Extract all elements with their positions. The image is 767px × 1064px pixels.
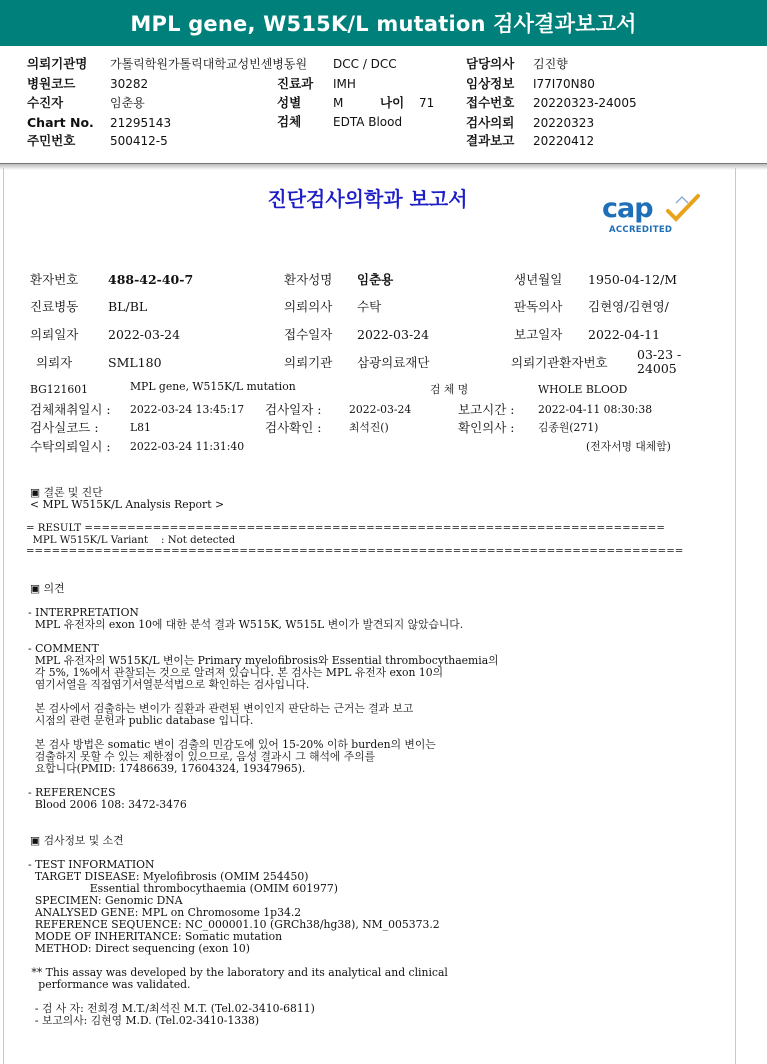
field-label: 의뢰일자 (30, 327, 79, 342)
field-value: 김현영/김현영/ (588, 299, 669, 314)
paragraph-line: 검출하지 못할 수 있는 제한점이 있으므로, 음성 결과시 그 해석에 주의를 (28, 750, 376, 763)
field-label: 접수일자 (284, 327, 333, 342)
field-label: 환자성명 (284, 272, 333, 287)
field-label: 검사일자 : (265, 402, 322, 417)
e-signature-note: (전자서명 대체함) (586, 440, 671, 453)
subsection-heading: - COMMENT (28, 642, 99, 655)
divider-shadow (0, 164, 767, 170)
hdr-label: 검사의뢰 (466, 115, 515, 130)
subsection-heading: - TEST INFORMATION (28, 858, 155, 871)
paragraph-line: Essential thrombocythaemia (OMIM 601977) (28, 882, 338, 895)
hdr-value: 71 (419, 96, 435, 110)
subsection-heading: - REFERENCES (28, 786, 116, 799)
checkmark-icon (662, 193, 702, 223)
hdr-value: 가톨릭학원가톨릭대학교성빈센병동원 (110, 57, 308, 71)
field-value: 03-23 - (637, 347, 682, 362)
section-heading: ▣ 결론 및 진단 (30, 486, 103, 499)
field-label: 생년월일 (514, 272, 563, 287)
field-value: SML180 (108, 355, 162, 370)
section-subheading: < MPL W515K/L Analysis Report > (30, 498, 225, 511)
field-value: BL/BL (108, 299, 148, 314)
field-label: 검체채취일시 : (30, 402, 111, 417)
field-label: 검사확인 : (265, 420, 322, 435)
hdr-value: 500412-5 (110, 134, 168, 148)
cap-logo-text: cap (602, 193, 653, 224)
hdr-label: 의뢰기관명 (27, 56, 88, 71)
hdr-label: 수진자 (27, 95, 64, 110)
field-label: 의뢰기관환자번호 (511, 355, 608, 370)
hdr-value: 21295143 (110, 116, 172, 130)
report-heading: 진단검사의학과 보고서 (267, 187, 468, 211)
paragraph-line: Blood 2006 108: 3472-3476 (28, 798, 187, 811)
paragraph-line: MPL 유전자의 W515K/L 변이는 Primary myelofibrosis와 Essential thrombocythaemia의 (28, 654, 499, 667)
field-label: 의뢰기관 (284, 355, 333, 370)
field-label: 검사실코드 : (30, 420, 99, 435)
paragraph-line: performance was validated. (28, 978, 191, 991)
field-value: 임춘용 (357, 272, 394, 287)
field-label: 확인의사 : (458, 420, 515, 435)
paragraph-line: METHOD: Direct sequencing (exon 10) (28, 942, 250, 955)
hdr-label: Chart No. (27, 115, 94, 130)
field-value: L81 (130, 421, 151, 434)
paragraph-line: ANALYSED GENE: MPL on Chromosome 1p34.2 (28, 906, 302, 919)
hdr-value: I77I70N80 (533, 77, 595, 91)
hdr-value: 30282 (110, 77, 149, 91)
hdr-label: 주민번호 (27, 133, 76, 148)
field-value: 삼광의료재단 (357, 355, 430, 370)
section-heading: ▣ 검사정보 및 소견 (30, 834, 124, 847)
subsection-heading: - INTERPRETATION (28, 606, 139, 619)
hdr-value: EDTA Blood (333, 115, 403, 129)
hdr-label: 검체 (277, 114, 302, 129)
field-value: 1950-04-12/M (588, 272, 678, 287)
paragraph-line: REFERENCE SEQUENCE: NC_000001.10 (GRCh38/hg38), NM_005373.2 (28, 918, 440, 931)
hdr-value: 김진향 (533, 57, 568, 71)
section-heading: ▣ 의견 (30, 582, 65, 595)
field-value: 2022-04-11 08:30:38 (538, 403, 653, 416)
field-value: 수탁 (357, 299, 382, 314)
field-value: 최석진() (349, 421, 389, 434)
test-code: BG121601 (30, 383, 88, 396)
hdr-value: 20220323 (533, 116, 595, 130)
field-value: 2022-03-24 11:31:40 (130, 440, 245, 453)
hdr-label: 성별 (277, 95, 302, 110)
field-value: 2022-04-11 (588, 327, 661, 342)
specimen-value: WHOLE BLOOD (538, 383, 628, 396)
hdr-value: 임춘용 (110, 96, 145, 110)
hdr-value: DCC / DCC (333, 57, 397, 71)
field-value: 488-42-40-7 (108, 272, 194, 287)
test-name: MPL gene, W515K/L mutation (130, 380, 296, 393)
field-label: 보고일자 (514, 327, 563, 342)
result-line: = RESULT ==================================================================== (26, 523, 665, 534)
paragraph-line: 본 검사에서 검출하는 변이가 질환과 관련된 변이인지 판단하는 근거는 결과 보고 (28, 702, 414, 715)
field-label: 판독의사 (514, 299, 563, 314)
paragraph-line: 요합니다(PMID: 17486639, 17604324, 19347965). (28, 762, 306, 775)
hdr-label: 진료과 (277, 76, 314, 91)
specimen-label: 검 체 명 (430, 383, 469, 396)
paragraph-line: MODE OF INHERITANCE: Somatic mutation (28, 930, 283, 943)
result-row: MPL W515K/L Variant : Not detected (26, 535, 236, 546)
hdr-value: 20220323-24005 (533, 96, 637, 110)
page-border-right (735, 168, 736, 1064)
signature-line: - 검 사 자: 전희경 M.T./최석진 M.T. (Tel.02-3410-6811) (28, 1002, 315, 1015)
field-label: 의뢰의사 (284, 299, 333, 314)
hdr-label: 접수번호 (466, 95, 515, 110)
paragraph-line: SPECIMEN: Genomic DNA (28, 894, 183, 907)
field-label: 수탁의뢰일시 : (30, 439, 111, 454)
paragraph-line: MPL 유전자의 exon 10에 대한 분석 결과 W515K, W515L 변이가 발견되지 않았습니다. (28, 618, 464, 631)
page-border-left (3, 168, 4, 1064)
signature-line: - 보고의사: 김현영 M.D. (Tel.02-3410-1338) (28, 1014, 260, 1027)
field-label: 의뢰자 (36, 355, 73, 370)
hdr-label: 결과보고 (466, 133, 515, 148)
field-label: 보고시간 : (458, 402, 515, 417)
cap-logo-subtitle: ACCREDITED (609, 225, 673, 235)
report-title: MPL gene, W515K/L mutation 검사결과보고서 (130, 12, 637, 36)
hdr-value: IMH (333, 77, 356, 91)
field-value: 24005 (637, 361, 677, 376)
result-line: ============================================================================= (26, 546, 684, 557)
field-value: 2022-03-24 13:45:17 (130, 403, 245, 416)
paragraph-line: ** This assay was developed by the laboratory and its analytical and clinical (28, 966, 448, 979)
paragraph-line: 시점의 관련 문헌과 public database 입니다. (28, 714, 254, 727)
paragraph-line: 본 검사 방법은 somatic 변이 검출의 민감도에 있어 15-20% 이하 burden의 변이는 (28, 738, 436, 751)
field-label: 진료병동 (30, 299, 79, 314)
field-value: 2022-03-24 (108, 327, 181, 342)
field-label: 환자번호 (30, 272, 79, 287)
field-value: 2022-03-24 (357, 327, 430, 342)
paragraph-line: TARGET DISEASE: Myelofibrosis (OMIM 254450) (28, 870, 309, 883)
hdr-value: 20220412 (533, 134, 595, 148)
report-title-bar (0, 0, 767, 46)
hdr-value: M (333, 96, 344, 110)
hdr-label: 담당의사 (466, 56, 515, 71)
paragraph-line: 염기서열을 직접염기서열분석법으로 확인하는 검사입니다. (28, 678, 310, 691)
cap-accredited-logo (602, 193, 702, 238)
hdr-label: 병원코드 (27, 76, 76, 91)
hdr-label: 임상정보 (466, 76, 515, 91)
field-value: 김종원(271) (538, 421, 599, 434)
field-value: 2022-03-24 (349, 403, 412, 416)
paragraph-line: 각 5%, 1%에서 관찰되는 것으로 알려져 있습니다. 본 검사는 MPL 유전자 exon 10의 (28, 666, 444, 679)
hdr-label: 나이 (380, 95, 405, 110)
